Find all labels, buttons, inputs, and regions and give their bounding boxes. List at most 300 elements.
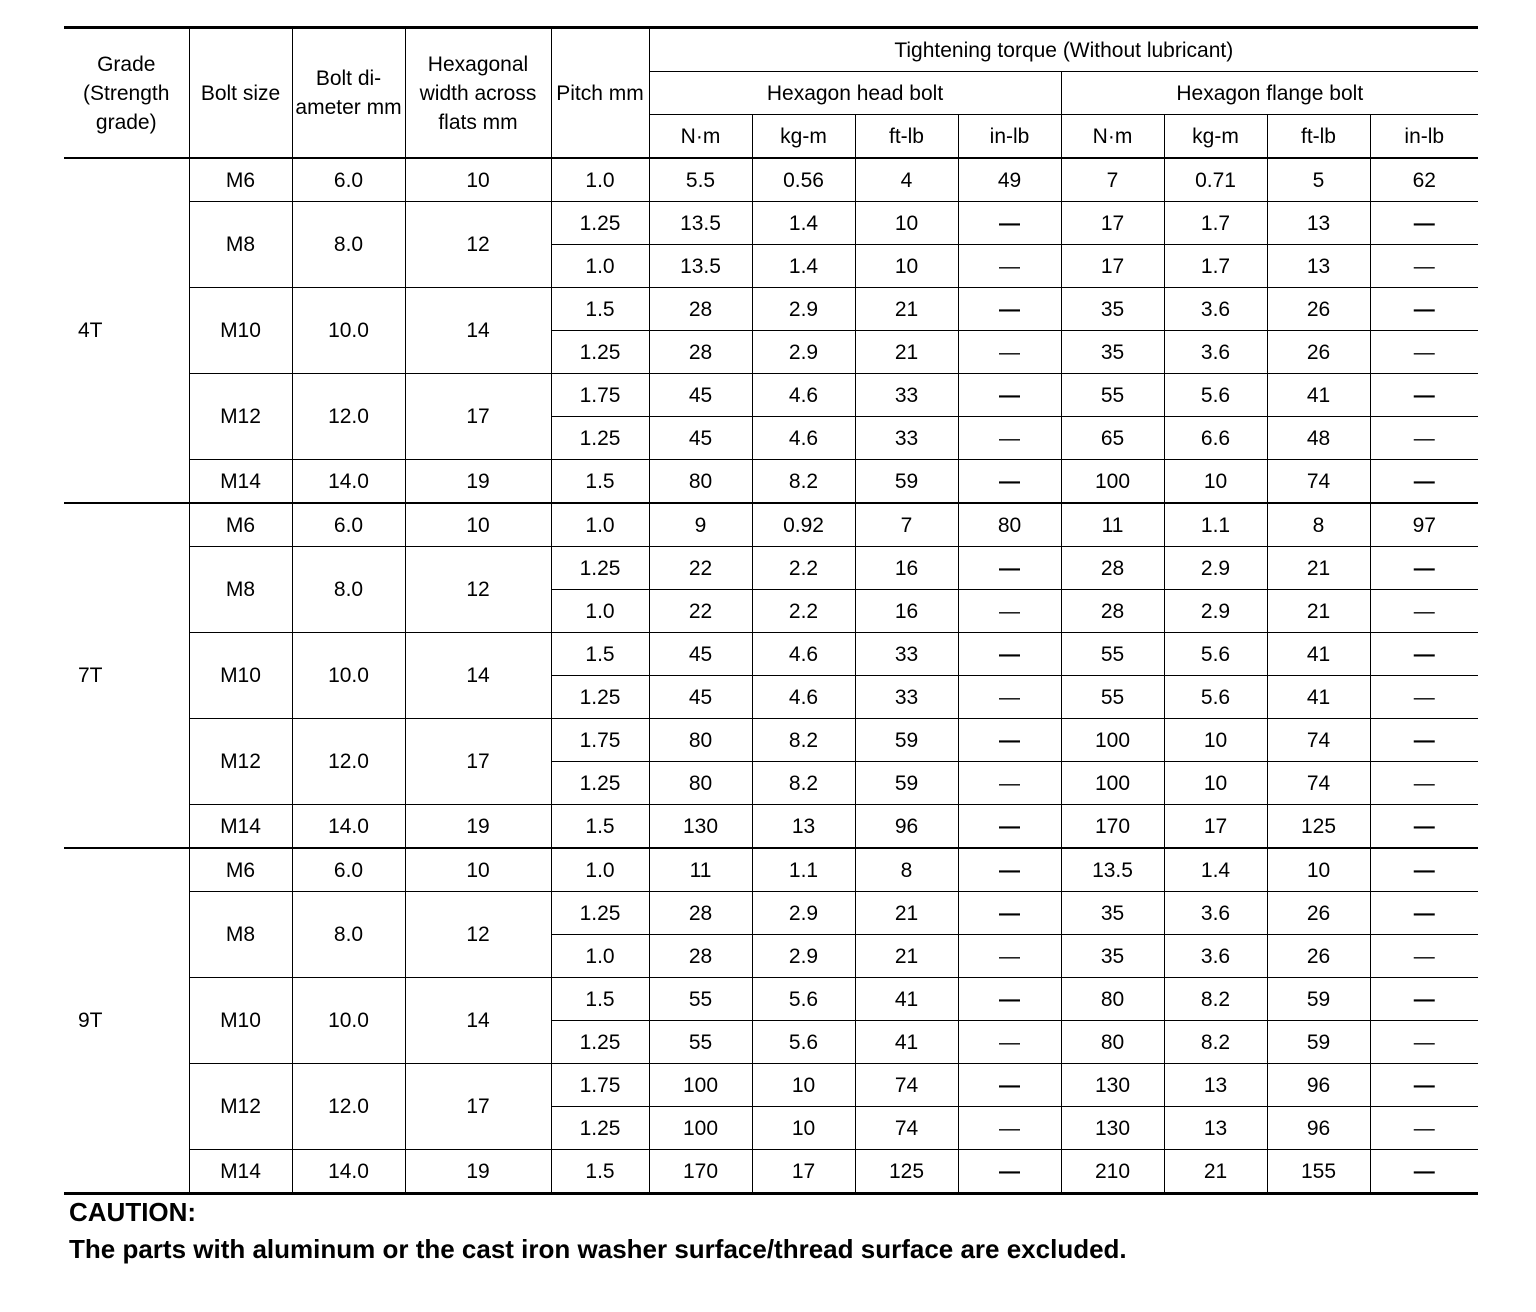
hex-width-cell: 14 — [405, 978, 551, 1064]
torque-value-cell: 22 — [649, 590, 752, 633]
torque-value-cell: 55 — [1061, 633, 1164, 676]
torque-value-cell: 10 — [855, 202, 958, 245]
pitch-cell: 1.0 — [551, 158, 649, 202]
pitch-cell: 1.25 — [551, 202, 649, 245]
torque-value-cell: 55 — [1061, 676, 1164, 719]
torque-value-cell: 6.6 — [1164, 417, 1267, 460]
torque-value-cell: 13 — [752, 805, 855, 849]
torque-value-cell: 33 — [855, 374, 958, 417]
torque-value-cell: 17 — [1061, 245, 1164, 288]
header-hex-width: Hexagonal width across flats mm — [405, 28, 551, 159]
torque-value-cell: 13 — [1267, 202, 1370, 245]
hex-width-cell: 19 — [405, 460, 551, 504]
pitch-cell: 1.75 — [551, 719, 649, 762]
torque-value-cell: 4.6 — [752, 374, 855, 417]
torque-value-cell: — — [958, 848, 1061, 892]
header-tightening-torque: Tightening torque (Without lubricant) — [649, 28, 1478, 72]
torque-value-cell: 8 — [855, 848, 958, 892]
torque-value-cell: 3.6 — [1164, 892, 1267, 935]
hex-width-cell: 17 — [405, 719, 551, 805]
torque-value-cell: 33 — [855, 676, 958, 719]
pitch-cell: 1.5 — [551, 288, 649, 331]
bolt-size-cell: M10 — [189, 978, 292, 1064]
table-row — [64, 547, 1478, 590]
hex-width-cell: 12 — [405, 892, 551, 978]
torque-value-cell: — — [958, 719, 1061, 762]
torque-value-cell: — — [958, 633, 1061, 676]
torque-value-cell: 13.5 — [1061, 848, 1164, 892]
torque-value-cell: 125 — [855, 1150, 958, 1194]
torque-value-cell: 1.4 — [1164, 848, 1267, 892]
torque-value-cell: 35 — [1061, 288, 1164, 331]
table-row — [64, 978, 1478, 1021]
torque-value-cell: — — [1370, 1021, 1478, 1064]
bolt-size-cell: M6 — [189, 503, 292, 547]
torque-value-cell: 80 — [649, 719, 752, 762]
torque-value-cell: 21 — [855, 935, 958, 978]
pitch-cell: 1.75 — [551, 1064, 649, 1107]
torque-value-cell: 1.1 — [752, 848, 855, 892]
torque-value-cell: — — [958, 288, 1061, 331]
bolt-size-cell: M14 — [189, 460, 292, 504]
torque-value-cell: 28 — [649, 288, 752, 331]
torque-value-cell: 8.2 — [752, 460, 855, 504]
torque-value-cell: — — [1370, 762, 1478, 805]
bolt-size-cell: M14 — [189, 805, 292, 849]
torque-value-cell: 22 — [649, 547, 752, 590]
torque-value-cell: — — [958, 1021, 1061, 1064]
torque-value-cell: 26 — [1267, 331, 1370, 374]
bolt-size-cell: M10 — [189, 288, 292, 374]
torque-value-cell: — — [958, 590, 1061, 633]
table-row — [64, 1150, 1478, 1194]
hex-width-cell: 19 — [405, 805, 551, 849]
torque-value-cell: — — [1370, 1107, 1478, 1150]
torque-value-cell: 33 — [855, 417, 958, 460]
unit-header: in-lb — [1370, 115, 1478, 159]
torque-value-cell: — — [1370, 460, 1478, 504]
torque-value-cell: 13.5 — [649, 245, 752, 288]
torque-value-cell: 11 — [649, 848, 752, 892]
torque-value-cell: 74 — [1267, 762, 1370, 805]
torque-value-cell: 74 — [855, 1107, 958, 1150]
torque-value-cell: 74 — [855, 1064, 958, 1107]
hex-width-cell: 17 — [405, 374, 551, 460]
torque-value-cell: 13.5 — [649, 202, 752, 245]
table-header — [64, 28, 1478, 159]
pitch-cell: 1.75 — [551, 374, 649, 417]
pitch-cell: 1.25 — [551, 676, 649, 719]
torque-value-cell: 100 — [1061, 460, 1164, 504]
unit-header: N·m — [649, 115, 752, 159]
grade-cell: 7T — [64, 503, 189, 848]
torque-value-cell: 80 — [1061, 978, 1164, 1021]
hex-width-cell: 10 — [405, 158, 551, 202]
pitch-cell: 1.25 — [551, 892, 649, 935]
table-row — [64, 158, 1478, 202]
torque-value-cell: 100 — [649, 1107, 752, 1150]
pitch-cell: 1.5 — [551, 1150, 649, 1194]
torque-value-cell: 16 — [855, 547, 958, 590]
torque-value-cell: 10 — [1164, 719, 1267, 762]
torque-value-cell: 5.6 — [1164, 633, 1267, 676]
bolt-size-cell: M6 — [189, 158, 292, 202]
caution-note — [69, 1194, 1489, 1268]
hex-width-cell: 10 — [405, 848, 551, 892]
torque-value-cell: 5.6 — [752, 1021, 855, 1064]
unit-header: kg-m — [1164, 115, 1267, 159]
torque-value-cell: — — [1370, 719, 1478, 762]
torque-value-cell: — — [958, 1107, 1061, 1150]
bolt-diameter-cell: 6.0 — [292, 848, 405, 892]
torque-value-cell: — — [1370, 417, 1478, 460]
torque-value-cell: 21 — [1267, 590, 1370, 633]
torque-value-cell: 5.6 — [1164, 374, 1267, 417]
torque-value-cell: 59 — [1267, 1021, 1370, 1064]
torque-value-cell: — — [958, 374, 1061, 417]
pitch-cell: 1.0 — [551, 503, 649, 547]
torque-value-cell: — — [958, 331, 1061, 374]
torque-value-cell: — — [958, 762, 1061, 805]
torque-value-cell: 0.56 — [752, 158, 855, 202]
torque-value-cell: 59 — [855, 460, 958, 504]
torque-value-cell: 21 — [1267, 547, 1370, 590]
torque-value-cell: — — [1370, 288, 1478, 331]
torque-value-cell: 16 — [855, 590, 958, 633]
torque-value-cell: 5 — [1267, 158, 1370, 202]
torque-value-cell: — — [958, 978, 1061, 1021]
torque-value-cell: 7 — [855, 503, 958, 547]
bolt-size-cell: M10 — [189, 633, 292, 719]
torque-value-cell: — — [1370, 676, 1478, 719]
bolt-diameter-cell: 12.0 — [292, 719, 405, 805]
torque-value-cell: 45 — [649, 676, 752, 719]
torque-value-cell: — — [958, 547, 1061, 590]
torque-value-cell: 28 — [649, 935, 752, 978]
torque-value-cell: 2.9 — [752, 288, 855, 331]
header-hexagon-flange-bolt: Hexagon flange bolt — [1061, 72, 1478, 115]
torque-value-cell: 11 — [1061, 503, 1164, 547]
torque-value-cell: 48 — [1267, 417, 1370, 460]
bolt-diameter-cell: 14.0 — [292, 805, 405, 849]
bolt-diameter-cell: 8.0 — [292, 892, 405, 978]
torque-value-cell: 2.9 — [1164, 547, 1267, 590]
bolt-diameter-cell: 10.0 — [292, 633, 405, 719]
torque-value-cell: 28 — [649, 892, 752, 935]
torque-value-cell: 130 — [1061, 1064, 1164, 1107]
torque-value-cell: 26 — [1267, 935, 1370, 978]
torque-value-cell: 125 — [1267, 805, 1370, 849]
torque-value-cell: — — [958, 1150, 1061, 1194]
torque-value-cell: 8.2 — [752, 762, 855, 805]
table-row — [64, 805, 1478, 849]
torque-value-cell: 28 — [1061, 590, 1164, 633]
torque-value-cell: 45 — [649, 417, 752, 460]
hex-width-cell: 14 — [405, 288, 551, 374]
bolt-size-cell: M6 — [189, 848, 292, 892]
torque-value-cell: 100 — [1061, 719, 1164, 762]
torque-value-cell: 210 — [1061, 1150, 1164, 1194]
torque-value-cell: 59 — [855, 719, 958, 762]
torque-value-cell: 55 — [649, 978, 752, 1021]
torque-value-cell: 1.1 — [1164, 503, 1267, 547]
table-row — [64, 288, 1478, 331]
pitch-cell: 1.0 — [551, 245, 649, 288]
pitch-cell: 1.5 — [551, 978, 649, 1021]
torque-value-cell: 59 — [855, 762, 958, 805]
pitch-cell: 1.5 — [551, 805, 649, 849]
pitch-cell: 1.25 — [551, 417, 649, 460]
header-grade: Grade (Strength grade) — [64, 28, 189, 159]
torque-value-cell: 2.2 — [752, 590, 855, 633]
torque-value-cell: — — [958, 805, 1061, 849]
torque-value-cell: 35 — [1061, 935, 1164, 978]
torque-value-cell: — — [958, 245, 1061, 288]
torque-value-cell: 41 — [1267, 374, 1370, 417]
unit-header: ft-lb — [855, 115, 958, 159]
grade-cell: 4T — [64, 158, 189, 503]
torque-value-cell: 3.6 — [1164, 935, 1267, 978]
unit-header: in-lb — [958, 115, 1061, 159]
torque-value-cell: 4.6 — [752, 633, 855, 676]
torque-value-cell: 13 — [1164, 1064, 1267, 1107]
header-bolt-diameter: Bolt di- ameter mm — [292, 28, 405, 159]
torque-value-cell: 2.9 — [752, 935, 855, 978]
grade-cell: 9T — [64, 848, 189, 1194]
torque-value-cell: 1.7 — [1164, 245, 1267, 288]
torque-value-cell: 74 — [1267, 460, 1370, 504]
bolt-diameter-cell: 6.0 — [292, 503, 405, 547]
table-row — [64, 503, 1478, 547]
table-body — [64, 158, 1478, 1194]
table-row — [64, 202, 1478, 245]
table-row — [64, 1064, 1478, 1107]
torque-value-cell: 26 — [1267, 288, 1370, 331]
torque-value-cell: 96 — [1267, 1064, 1370, 1107]
torque-value-cell: 10 — [855, 245, 958, 288]
torque-value-cell: 17 — [1164, 805, 1267, 849]
table-row — [64, 633, 1478, 676]
unit-header: kg-m — [752, 115, 855, 159]
torque-value-cell: 55 — [649, 1021, 752, 1064]
bolt-size-cell: M12 — [189, 1064, 292, 1150]
torque-value-cell: 8.2 — [1164, 1021, 1267, 1064]
torque-value-cell: 10 — [1267, 848, 1370, 892]
header-pitch: Pitch mm — [551, 28, 649, 159]
torque-value-cell: — — [1370, 805, 1478, 849]
torque-value-cell: 1.4 — [752, 245, 855, 288]
torque-value-cell: 13 — [1267, 245, 1370, 288]
torque-value-cell: 4.6 — [752, 417, 855, 460]
bolt-diameter-cell: 6.0 — [292, 158, 405, 202]
torque-value-cell: 21 — [855, 892, 958, 935]
hex-width-cell: 12 — [405, 202, 551, 288]
torque-value-cell: 28 — [649, 331, 752, 374]
torque-value-cell: 10 — [752, 1064, 855, 1107]
hex-width-cell: 17 — [405, 1064, 551, 1150]
torque-value-cell: 155 — [1267, 1150, 1370, 1194]
torque-value-cell: 80 — [649, 762, 752, 805]
pitch-cell: 1.5 — [551, 460, 649, 504]
torque-value-cell: 35 — [1061, 892, 1164, 935]
bolt-diameter-cell: 12.0 — [292, 1064, 405, 1150]
torque-value-cell: — — [1370, 892, 1478, 935]
hex-width-cell: 10 — [405, 503, 551, 547]
table-row — [64, 892, 1478, 935]
torque-value-cell: 41 — [855, 978, 958, 1021]
pitch-cell: 1.25 — [551, 1021, 649, 1064]
pitch-cell: 1.25 — [551, 331, 649, 374]
caution-text: The parts with aluminum or the cast iron washer surface/thread surface are excluded. — [69, 1234, 1127, 1264]
torque-value-cell: 2.9 — [752, 892, 855, 935]
pitch-cell: 1.0 — [551, 935, 649, 978]
torque-value-cell: 10 — [1164, 762, 1267, 805]
header-bolt-size: Bolt size — [189, 28, 292, 159]
torque-value-cell: 4 — [855, 158, 958, 202]
torque-value-cell: 26 — [1267, 892, 1370, 935]
torque-value-cell: 21 — [1164, 1150, 1267, 1194]
torque-value-cell: 55 — [1061, 374, 1164, 417]
torque-value-cell: — — [1370, 245, 1478, 288]
torque-value-cell: — — [1370, 202, 1478, 245]
torque-value-cell: 41 — [1267, 676, 1370, 719]
caution-title: CAUTION: — [69, 1197, 197, 1227]
torque-value-cell: — — [958, 460, 1061, 504]
torque-value-cell: — — [958, 202, 1061, 245]
torque-value-cell: 41 — [855, 1021, 958, 1064]
torque-value-cell: 45 — [649, 374, 752, 417]
torque-value-cell: 1.4 — [752, 202, 855, 245]
torque-value-cell: 80 — [649, 460, 752, 504]
torque-value-cell: 3.6 — [1164, 288, 1267, 331]
torque-value-cell: 80 — [1061, 1021, 1164, 1064]
torque-value-cell: 21 — [855, 288, 958, 331]
torque-value-cell: 45 — [649, 633, 752, 676]
torque-value-cell: 59 — [1267, 978, 1370, 1021]
torque-value-cell: — — [958, 892, 1061, 935]
table-row — [64, 719, 1478, 762]
torque-value-cell: 49 — [958, 158, 1061, 202]
torque-value-cell: 3.6 — [1164, 331, 1267, 374]
bolt-diameter-cell: 10.0 — [292, 288, 405, 374]
torque-value-cell: 10 — [752, 1107, 855, 1150]
torque-value-cell: — — [1370, 374, 1478, 417]
torque-table — [64, 26, 1478, 1195]
bolt-diameter-cell: 14.0 — [292, 1150, 405, 1194]
hex-width-cell: 14 — [405, 633, 551, 719]
table-row — [64, 460, 1478, 504]
unit-header: N·m — [1061, 115, 1164, 159]
bolt-size-cell: M8 — [189, 547, 292, 633]
torque-value-cell: 8.2 — [752, 719, 855, 762]
torque-value-cell: 10 — [1164, 460, 1267, 504]
torque-value-cell: 28 — [1061, 547, 1164, 590]
torque-value-cell: — — [1370, 590, 1478, 633]
torque-value-cell: 170 — [1061, 805, 1164, 849]
torque-value-cell: 41 — [1267, 633, 1370, 676]
torque-value-cell: 0.92 — [752, 503, 855, 547]
torque-value-cell: 5.5 — [649, 158, 752, 202]
torque-value-cell: — — [1370, 547, 1478, 590]
bolt-size-cell: M12 — [189, 374, 292, 460]
torque-value-cell: 65 — [1061, 417, 1164, 460]
torque-value-cell: 2.9 — [752, 331, 855, 374]
torque-value-cell: — — [1370, 978, 1478, 1021]
torque-value-cell: — — [1370, 1150, 1478, 1194]
torque-value-cell: 8 — [1267, 503, 1370, 547]
pitch-cell: 1.5 — [551, 633, 649, 676]
torque-value-cell: 35 — [1061, 331, 1164, 374]
torque-value-cell: 97 — [1370, 503, 1478, 547]
torque-value-cell: — — [1370, 935, 1478, 978]
torque-value-cell: 100 — [649, 1064, 752, 1107]
pitch-cell: 1.25 — [551, 762, 649, 805]
torque-value-cell: 4.6 — [752, 676, 855, 719]
torque-value-cell: 0.71 — [1164, 158, 1267, 202]
pitch-cell: 1.0 — [551, 848, 649, 892]
torque-value-cell: — — [958, 676, 1061, 719]
torque-value-cell: 13 — [1164, 1107, 1267, 1150]
torque-value-cell: 130 — [1061, 1107, 1164, 1150]
torque-value-cell: 1.7 — [1164, 202, 1267, 245]
torque-value-cell: 170 — [649, 1150, 752, 1194]
hex-width-cell: 19 — [405, 1150, 551, 1194]
torque-value-cell: 7 — [1061, 158, 1164, 202]
torque-value-cell: — — [958, 417, 1061, 460]
pitch-cell: 1.0 — [551, 590, 649, 633]
bolt-diameter-cell: 8.0 — [292, 547, 405, 633]
torque-value-cell: — — [1370, 633, 1478, 676]
torque-value-cell: — — [1370, 1064, 1478, 1107]
bolt-diameter-cell: 8.0 — [292, 202, 405, 288]
torque-value-cell: 96 — [855, 805, 958, 849]
bolt-diameter-cell: 12.0 — [292, 374, 405, 460]
table-row — [64, 848, 1478, 892]
bolt-size-cell: M14 — [189, 1150, 292, 1194]
torque-value-cell: — — [958, 935, 1061, 978]
torque-value-cell: 9 — [649, 503, 752, 547]
torque-value-cell: 17 — [1061, 202, 1164, 245]
torque-value-cell: 96 — [1267, 1107, 1370, 1150]
torque-value-cell: 21 — [855, 331, 958, 374]
pitch-cell: 1.25 — [551, 547, 649, 590]
bolt-diameter-cell: 14.0 — [292, 460, 405, 504]
torque-value-cell: 2.9 — [1164, 590, 1267, 633]
torque-value-cell: 2.2 — [752, 547, 855, 590]
bolt-size-cell: M8 — [189, 892, 292, 978]
torque-value-cell: 74 — [1267, 719, 1370, 762]
unit-header: ft-lb — [1267, 115, 1370, 159]
torque-value-cell: — — [958, 1064, 1061, 1107]
table-row — [64, 374, 1478, 417]
torque-value-cell: 5.6 — [752, 978, 855, 1021]
bolt-diameter-cell: 10.0 — [292, 978, 405, 1064]
torque-value-cell: — — [1370, 848, 1478, 892]
bolt-size-cell: M12 — [189, 719, 292, 805]
torque-value-cell: 100 — [1061, 762, 1164, 805]
torque-value-cell: 5.6 — [1164, 676, 1267, 719]
bolt-size-cell: M8 — [189, 202, 292, 288]
hex-width-cell: 12 — [405, 547, 551, 633]
torque-value-cell: 8.2 — [1164, 978, 1267, 1021]
pitch-cell: 1.25 — [551, 1107, 649, 1150]
torque-value-cell: 33 — [855, 633, 958, 676]
header-hexagon-head-bolt: Hexagon head bolt — [649, 72, 1061, 115]
torque-value-cell: 62 — [1370, 158, 1478, 202]
torque-value-cell: — — [1370, 331, 1478, 374]
torque-value-cell: 17 — [752, 1150, 855, 1194]
torque-value-cell: 80 — [958, 503, 1061, 547]
